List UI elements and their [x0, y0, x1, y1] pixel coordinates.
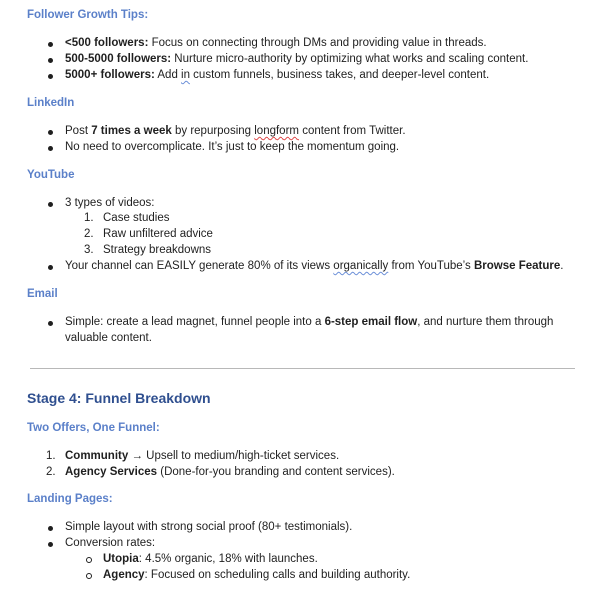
list-item: Community → Upsell to medium/high-ticket services. — [65, 450, 340, 462]
bullet — [48, 130, 53, 135]
list-item: Post 7 times a week by repurposing longform content from Twitter. — [65, 125, 406, 137]
bullet — [48, 42, 53, 47]
list-item: Simple layout with strong social proof (80+ testimonials). — [65, 521, 353, 533]
list-number: 2. — [84, 228, 94, 240]
bullet — [48, 58, 53, 63]
section-heading-youtube: YouTube — [27, 169, 75, 181]
bullet — [48, 265, 53, 270]
hollow-bullet — [86, 557, 92, 563]
list-item: <500 followers: Focus on connecting through DMs and providing value in threads. — [65, 37, 487, 49]
sub-list-item: Utopia: 4.5% organic, 18% with launches. — [103, 553, 318, 565]
list-item: Your channel can EASILY generate 80% of its views organically from YouTube’s Browse Feature. — [65, 260, 564, 272]
bullet — [48, 321, 53, 326]
section-heading-landing-pages: Landing Pages: — [27, 493, 113, 505]
list-number: 1. — [46, 450, 56, 462]
list-number: 3. — [84, 244, 94, 256]
bullet — [48, 74, 53, 79]
list-item: 500-5000 followers: Nurture micro-authority by optimizing what works and scaling content. — [65, 53, 529, 65]
section-heading-follower-growth: Follower Growth Tips: — [27, 9, 149, 21]
section-title-stage4: Stage 4: Funnel Breakdown — [27, 390, 211, 406]
list-item: No need to overcomplicate. It’s just to keep the momentum going. — [65, 141, 400, 153]
bullet — [48, 146, 53, 151]
list-item: 3 types of videos: — [65, 197, 155, 209]
list-item: Simple: create a lead magnet, funnel people into a 6-step email flow, and nurture them through — [65, 316, 554, 328]
bullet — [48, 526, 53, 531]
bullet — [48, 202, 53, 207]
sub-list-item: Agency: Focused on scheduling calls and building authority. — [103, 569, 411, 581]
list-number: 2. — [46, 466, 56, 478]
sub-list-item: Strategy breakdowns — [103, 244, 212, 256]
horizontal-divider — [30, 368, 575, 369]
bullet — [48, 542, 53, 547]
hollow-bullet — [86, 573, 92, 579]
list-number: 1. — [84, 212, 94, 224]
section-heading-email: Email — [27, 288, 58, 300]
sub-list-item: Raw unfiltered advice — [103, 228, 213, 240]
list-item: 5000+ followers: Add in custom funnels, business takes, and deeper-level content. — [65, 69, 490, 81]
list-item: Conversion rates: — [65, 537, 156, 549]
section-heading-two-offers: Two Offers, One Funnel: — [27, 422, 160, 434]
section-heading-linkedin: LinkedIn — [27, 97, 75, 109]
list-item: Agency Services (Done-for-you branding and content services). — [65, 466, 395, 478]
list-item-continuation: valuable content. — [65, 332, 152, 344]
sub-list-item: Case studies — [103, 212, 170, 224]
